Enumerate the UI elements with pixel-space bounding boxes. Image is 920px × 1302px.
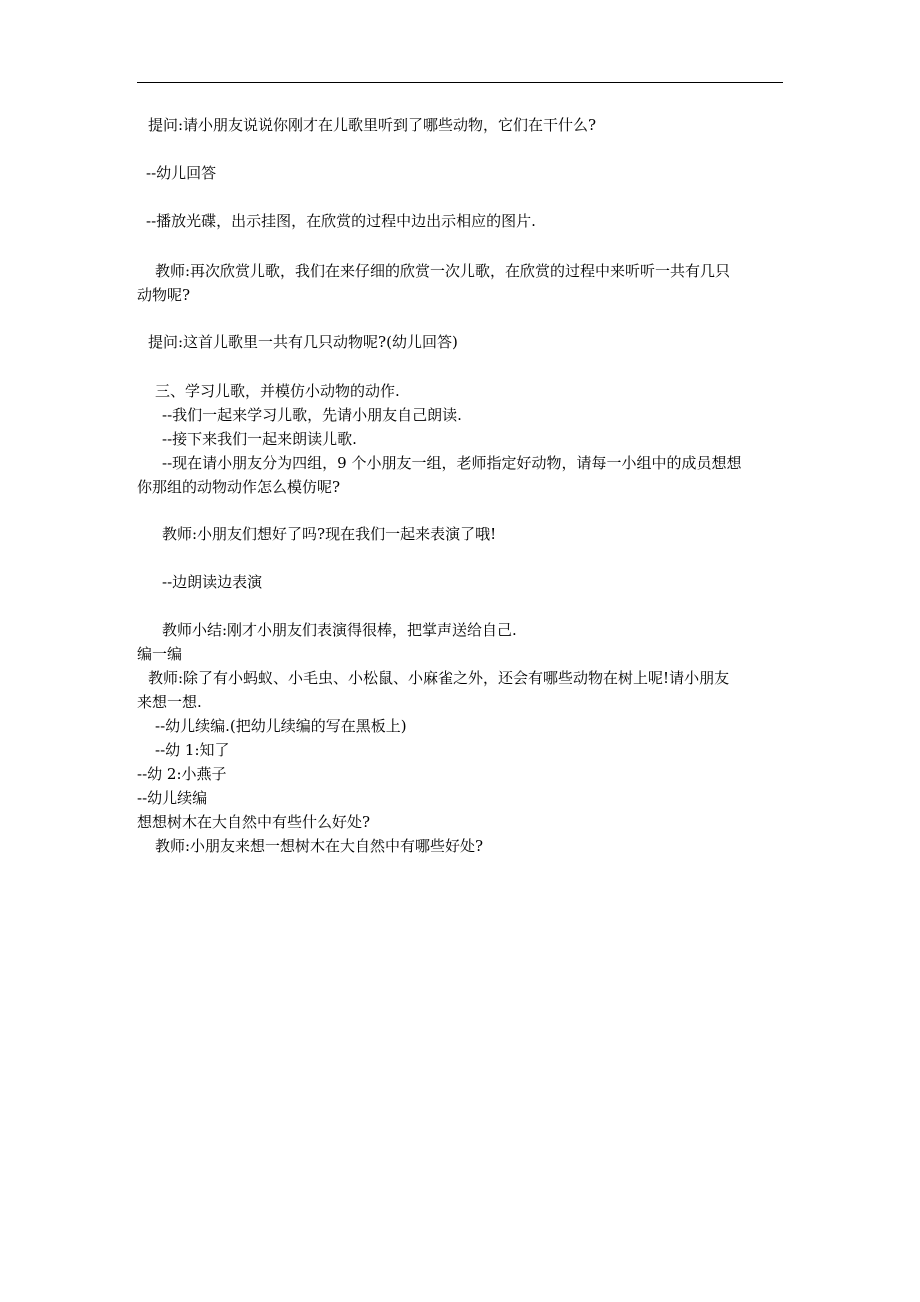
learn-song-line: --我们一起来学习儿歌，先请小朋友自己朗读. (162, 406, 462, 424)
child-answer-1: --幼儿回答 (146, 164, 217, 182)
group-line-cont: 你那组的动物动作怎么模仿呢? (137, 478, 341, 496)
perform-line: --边朗读边表演 (162, 573, 263, 591)
read-together-line: --接下来我们一起来朗读儿歌. (162, 430, 357, 448)
child-compose-more: --幼儿续编 (137, 789, 208, 807)
teacher-appreciate-cont: 动物呢? (137, 286, 191, 304)
question-count: 提问:这首儿歌里一共有几只动物呢?(幼儿回答) (148, 333, 458, 351)
question-animals: 提问:请小朋友说说你刚才在儿歌里听到了哪些动物，它们在干什么? (148, 116, 597, 134)
compose-heading: 编一编 (137, 645, 183, 663)
child-1-line: --幼 1:知了 (155, 741, 230, 759)
teacher-ready-line: 教师:小朋友们想好了吗?现在我们一起来表演了哦! (162, 525, 497, 543)
section-three-heading: 三、学习儿歌，并模仿小动物的动作. (155, 382, 400, 400)
group-line: --现在请小朋友分为四组，9 个小朋友一组，老师指定好动物，请每一小组中的成员想想 (162, 454, 742, 472)
teacher-compose-line: 教师:除了有小蚂蚁、小毛虫、小松鼠、小麻雀之外，还会有哪些动物在树上呢!请小朋友 (148, 669, 730, 687)
teacher-compose-cont: 来想一想. (137, 693, 202, 711)
teacher-appreciate-line: 教师:再次欣赏儿歌，我们在来仔细的欣赏一次儿歌，在欣赏的过程中来听听一共有几只 (155, 262, 731, 280)
header-rule (137, 82, 783, 83)
teacher-trees-line: 教师:小朋友来想一想树木在大自然中有哪些好处? (155, 837, 484, 855)
play-disc-line: --播放光碟，出示挂图，在欣赏的过程中边出示相应的图片. (146, 212, 536, 230)
teacher-summary-line: 教师小结:刚才小朋友们表演得很棒，把掌声送给自己. (162, 621, 517, 639)
child-compose-line: --幼儿续编.(把幼儿续编的写在黑板上) (155, 717, 407, 735)
trees-question: 想想树木在大自然中有些什么好处? (137, 813, 371, 831)
child-2-line: --幼 2:小燕子 (137, 765, 227, 783)
